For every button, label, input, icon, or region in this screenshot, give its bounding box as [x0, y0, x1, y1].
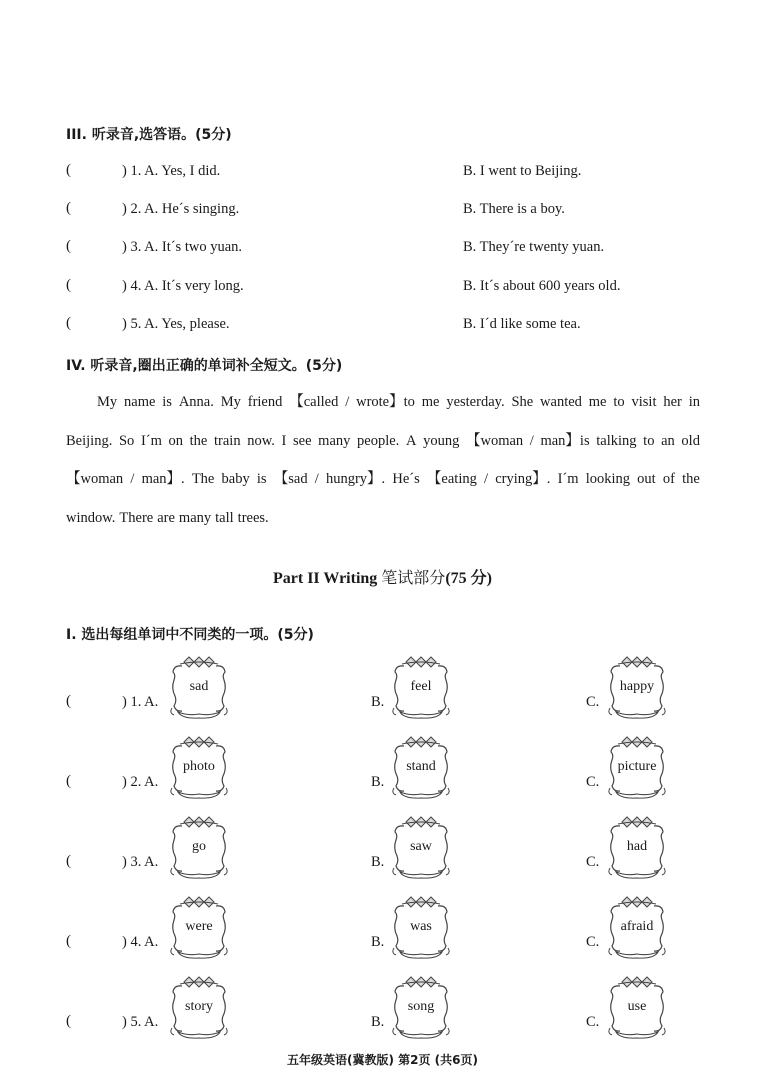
part-2-title-score: (75 分)	[445, 570, 492, 587]
passage-word: My	[220, 394, 241, 410]
passage-word: talking	[596, 432, 637, 449]
section-3-heading: III. 听录音,选答语。(5分)	[66, 127, 232, 143]
passage-word: tall	[215, 509, 234, 526]
passage-word: /	[314, 471, 319, 487]
passage-line	[66, 429, 700, 468]
item-option-b: B. They´re twenty yuan.	[463, 239, 605, 255]
passage-word: man】.	[141, 471, 185, 487]
word-text: photo	[183, 759, 215, 774]
passage-word: old	[681, 432, 700, 449]
passage-word: I´m	[140, 432, 162, 449]
passage-word: is	[162, 394, 172, 410]
section-4-heading: IV. 听录音,圈出正确的单词补全短文。(5分)	[66, 358, 343, 374]
passage-word: hungry】.	[325, 471, 386, 487]
word-option-b[interactable]	[390, 976, 452, 1040]
passage-word: 【sad	[273, 471, 308, 487]
passage-word: many	[178, 509, 212, 526]
item-option-a: ) 3. A. It´s two yuan.	[122, 239, 243, 255]
word-text: use	[627, 999, 647, 1014]
passage-word: me	[588, 394, 607, 410]
answer-paren[interactable]: (	[66, 693, 71, 709]
item-number: ) 5. A.	[122, 1014, 159, 1030]
passage-word: He´s	[392, 471, 420, 487]
passage-word: her	[663, 394, 682, 410]
passage-word: visit	[631, 394, 657, 410]
passage-word: 【eating	[426, 471, 477, 487]
passage-word: Anna.	[178, 394, 214, 410]
passage-word: friend	[247, 394, 283, 410]
passage-word: wanted	[540, 394, 582, 410]
word-option-c[interactable]	[606, 656, 668, 720]
answer-paren[interactable]: (	[66, 773, 71, 789]
answer-paren[interactable]: (	[66, 277, 71, 293]
word-text: had	[626, 839, 648, 854]
passage-word: My	[97, 394, 118, 410]
passage-word: I´m	[557, 471, 579, 487]
word-option-c[interactable]	[606, 816, 668, 880]
passage-word: train	[214, 432, 241, 449]
word-option-a[interactable]	[168, 976, 230, 1040]
answer-paren[interactable]: (	[66, 238, 71, 254]
passage-word: looking	[585, 471, 630, 487]
passage-word: on	[168, 432, 184, 449]
word-text: stand	[406, 759, 436, 774]
word-option-b[interactable]	[390, 816, 452, 880]
passage-word: me	[421, 394, 440, 410]
answer-paren[interactable]: (	[66, 933, 71, 949]
passage-word: to	[643, 432, 655, 449]
item-option-b: B. I´d like some tea.	[463, 316, 581, 332]
part-2-title-en: Part II Writing	[273, 570, 378, 587]
answer-paren[interactable]: (	[66, 853, 71, 869]
item-number: ) 2. A.	[122, 774, 159, 790]
passage-word: /	[484, 471, 489, 487]
item-option-b: B. I went to Beijing.	[463, 163, 582, 179]
item-number: ) 3. A.	[122, 854, 159, 870]
passage-word: name	[124, 394, 156, 410]
passage-word: 【woman	[66, 471, 124, 487]
option-c-label: C.	[586, 854, 600, 870]
item-option-a: ) 5. A. Yes, please.	[122, 316, 230, 332]
passage-word: is	[256, 471, 267, 487]
passage-word: crying】.	[495, 471, 551, 487]
passage-word: many	[318, 432, 351, 449]
word-text: afraid	[620, 919, 654, 934]
passage-word: are	[157, 509, 175, 526]
word-option-b[interactable]	[390, 896, 452, 960]
passage-word: baby	[221, 471, 250, 487]
word-option-c[interactable]	[606, 976, 668, 1040]
word-option-b[interactable]	[390, 736, 452, 800]
option-b-label: B.	[371, 1014, 385, 1030]
page-footer: 五年级英语(冀教版) 第2页 (共6页)	[287, 1053, 478, 1067]
option-b-label: B.	[371, 934, 385, 950]
word-option-c[interactable]	[606, 736, 668, 800]
passage-word: 【called	[289, 394, 339, 410]
option-b-label: B.	[371, 694, 385, 710]
answer-paren[interactable]: (	[66, 200, 71, 216]
word-text: sad	[189, 679, 209, 694]
word-text: song	[407, 999, 435, 1014]
item-option-b: B. There is a boy.	[463, 201, 565, 217]
passage-word: to	[613, 394, 625, 410]
passage-word: in	[688, 394, 700, 410]
word-option-a[interactable]	[168, 736, 230, 800]
word-option-a[interactable]	[168, 816, 230, 880]
item-option-a: ) 4. A. It´s very long.	[122, 278, 244, 294]
word-text: was	[410, 919, 432, 934]
passage-word: yesterday.	[446, 394, 505, 410]
passage-word: A	[405, 432, 417, 449]
cloze-passage	[66, 390, 700, 544]
word-text: story	[185, 999, 213, 1014]
passage-word: people.	[357, 432, 400, 449]
passage-word: the	[189, 432, 208, 449]
item-number: ) 4. A.	[122, 934, 159, 950]
option-c-label: C.	[586, 694, 600, 710]
passage-word: /	[345, 394, 350, 410]
item-option-b: B. It´s about 600 years old.	[463, 278, 621, 294]
passage-word: window.	[66, 509, 116, 526]
word-option-c[interactable]	[606, 896, 668, 960]
part-2-title	[0, 565, 765, 588]
passage-word: There	[119, 509, 154, 526]
item-option-a: ) 2. A. He´s singing.	[122, 201, 240, 217]
option-b-label: B.	[371, 774, 385, 790]
passage-word: the	[682, 471, 700, 487]
writing-section-1-heading: I. 选出每组单词中不同类的一项。(5分)	[66, 627, 314, 643]
passage-word: out	[637, 471, 656, 487]
word-text: saw	[410, 839, 432, 854]
passage-word: So	[118, 432, 135, 449]
passage-word: /	[130, 471, 135, 487]
word-option-a[interactable]	[168, 896, 230, 960]
passage-line	[66, 390, 700, 429]
option-c-label: C.	[586, 934, 600, 950]
passage-word: I	[281, 432, 287, 449]
passage-word: now.	[247, 432, 275, 449]
passage-word: She	[511, 394, 534, 410]
word-option-a[interactable]	[168, 656, 230, 720]
passage-word: The	[191, 471, 215, 487]
passage-word: of	[662, 471, 675, 487]
passage-word: an	[661, 432, 675, 449]
answer-paren[interactable]: (	[66, 162, 71, 178]
answer-paren[interactable]: (	[66, 315, 71, 331]
part-2-title-cn: 笔试部分	[381, 568, 446, 587]
passage-word: Beijing.	[66, 432, 113, 449]
passage-line	[66, 467, 700, 506]
item-option-a: ) 1. A. Yes, I did.	[122, 163, 221, 179]
word-text: feel	[410, 679, 432, 694]
passage-word: man】is	[540, 432, 590, 449]
passage-word: /	[529, 432, 534, 449]
word-text: happy	[619, 679, 655, 694]
passage-word: wrote】to	[356, 394, 415, 410]
word-text: picture	[617, 759, 657, 774]
passage-word: trees.	[237, 509, 269, 526]
item-number: ) 1. A.	[122, 694, 159, 710]
word-text: were	[185, 919, 213, 934]
passage-word: 【woman	[465, 432, 524, 449]
option-c-label: C.	[586, 1014, 600, 1030]
passage-word: young	[423, 432, 460, 449]
answer-paren[interactable]: (	[66, 1013, 71, 1029]
word-option-b[interactable]	[390, 656, 452, 720]
passage-word: see	[293, 432, 312, 449]
option-c-label: C.	[586, 774, 600, 790]
word-text: go	[192, 839, 206, 854]
option-b-label: B.	[371, 854, 385, 870]
passage-line	[66, 506, 700, 545]
